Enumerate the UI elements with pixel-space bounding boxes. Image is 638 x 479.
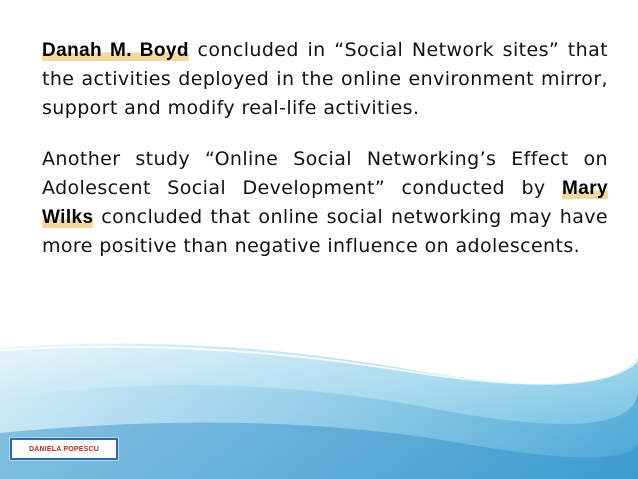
paragraph-boyd	[42, 36, 608, 123]
paragraph-text: concluded in “Social Network sites” that the activities deployed in the online environment mirror, support and modify real-life activities.	[42, 39, 608, 119]
slide-body	[42, 36, 608, 283]
author-name-boyd: Danah M. Boyd	[42, 40, 189, 61]
paragraph-text: Another study “Online Social Networking’s Effect on Adolescent Social Development” conducted by	[42, 148, 608, 199]
paragraph-text: concluded that online social networking may have more positive than negative influence on adolescents.	[42, 206, 608, 257]
author-label-box	[10, 438, 118, 460]
paragraph-wilks	[42, 145, 608, 261]
author-label: DANIELA POPESCU	[28, 445, 100, 453]
author-name-wilks: Mary Wilks	[42, 178, 608, 228]
